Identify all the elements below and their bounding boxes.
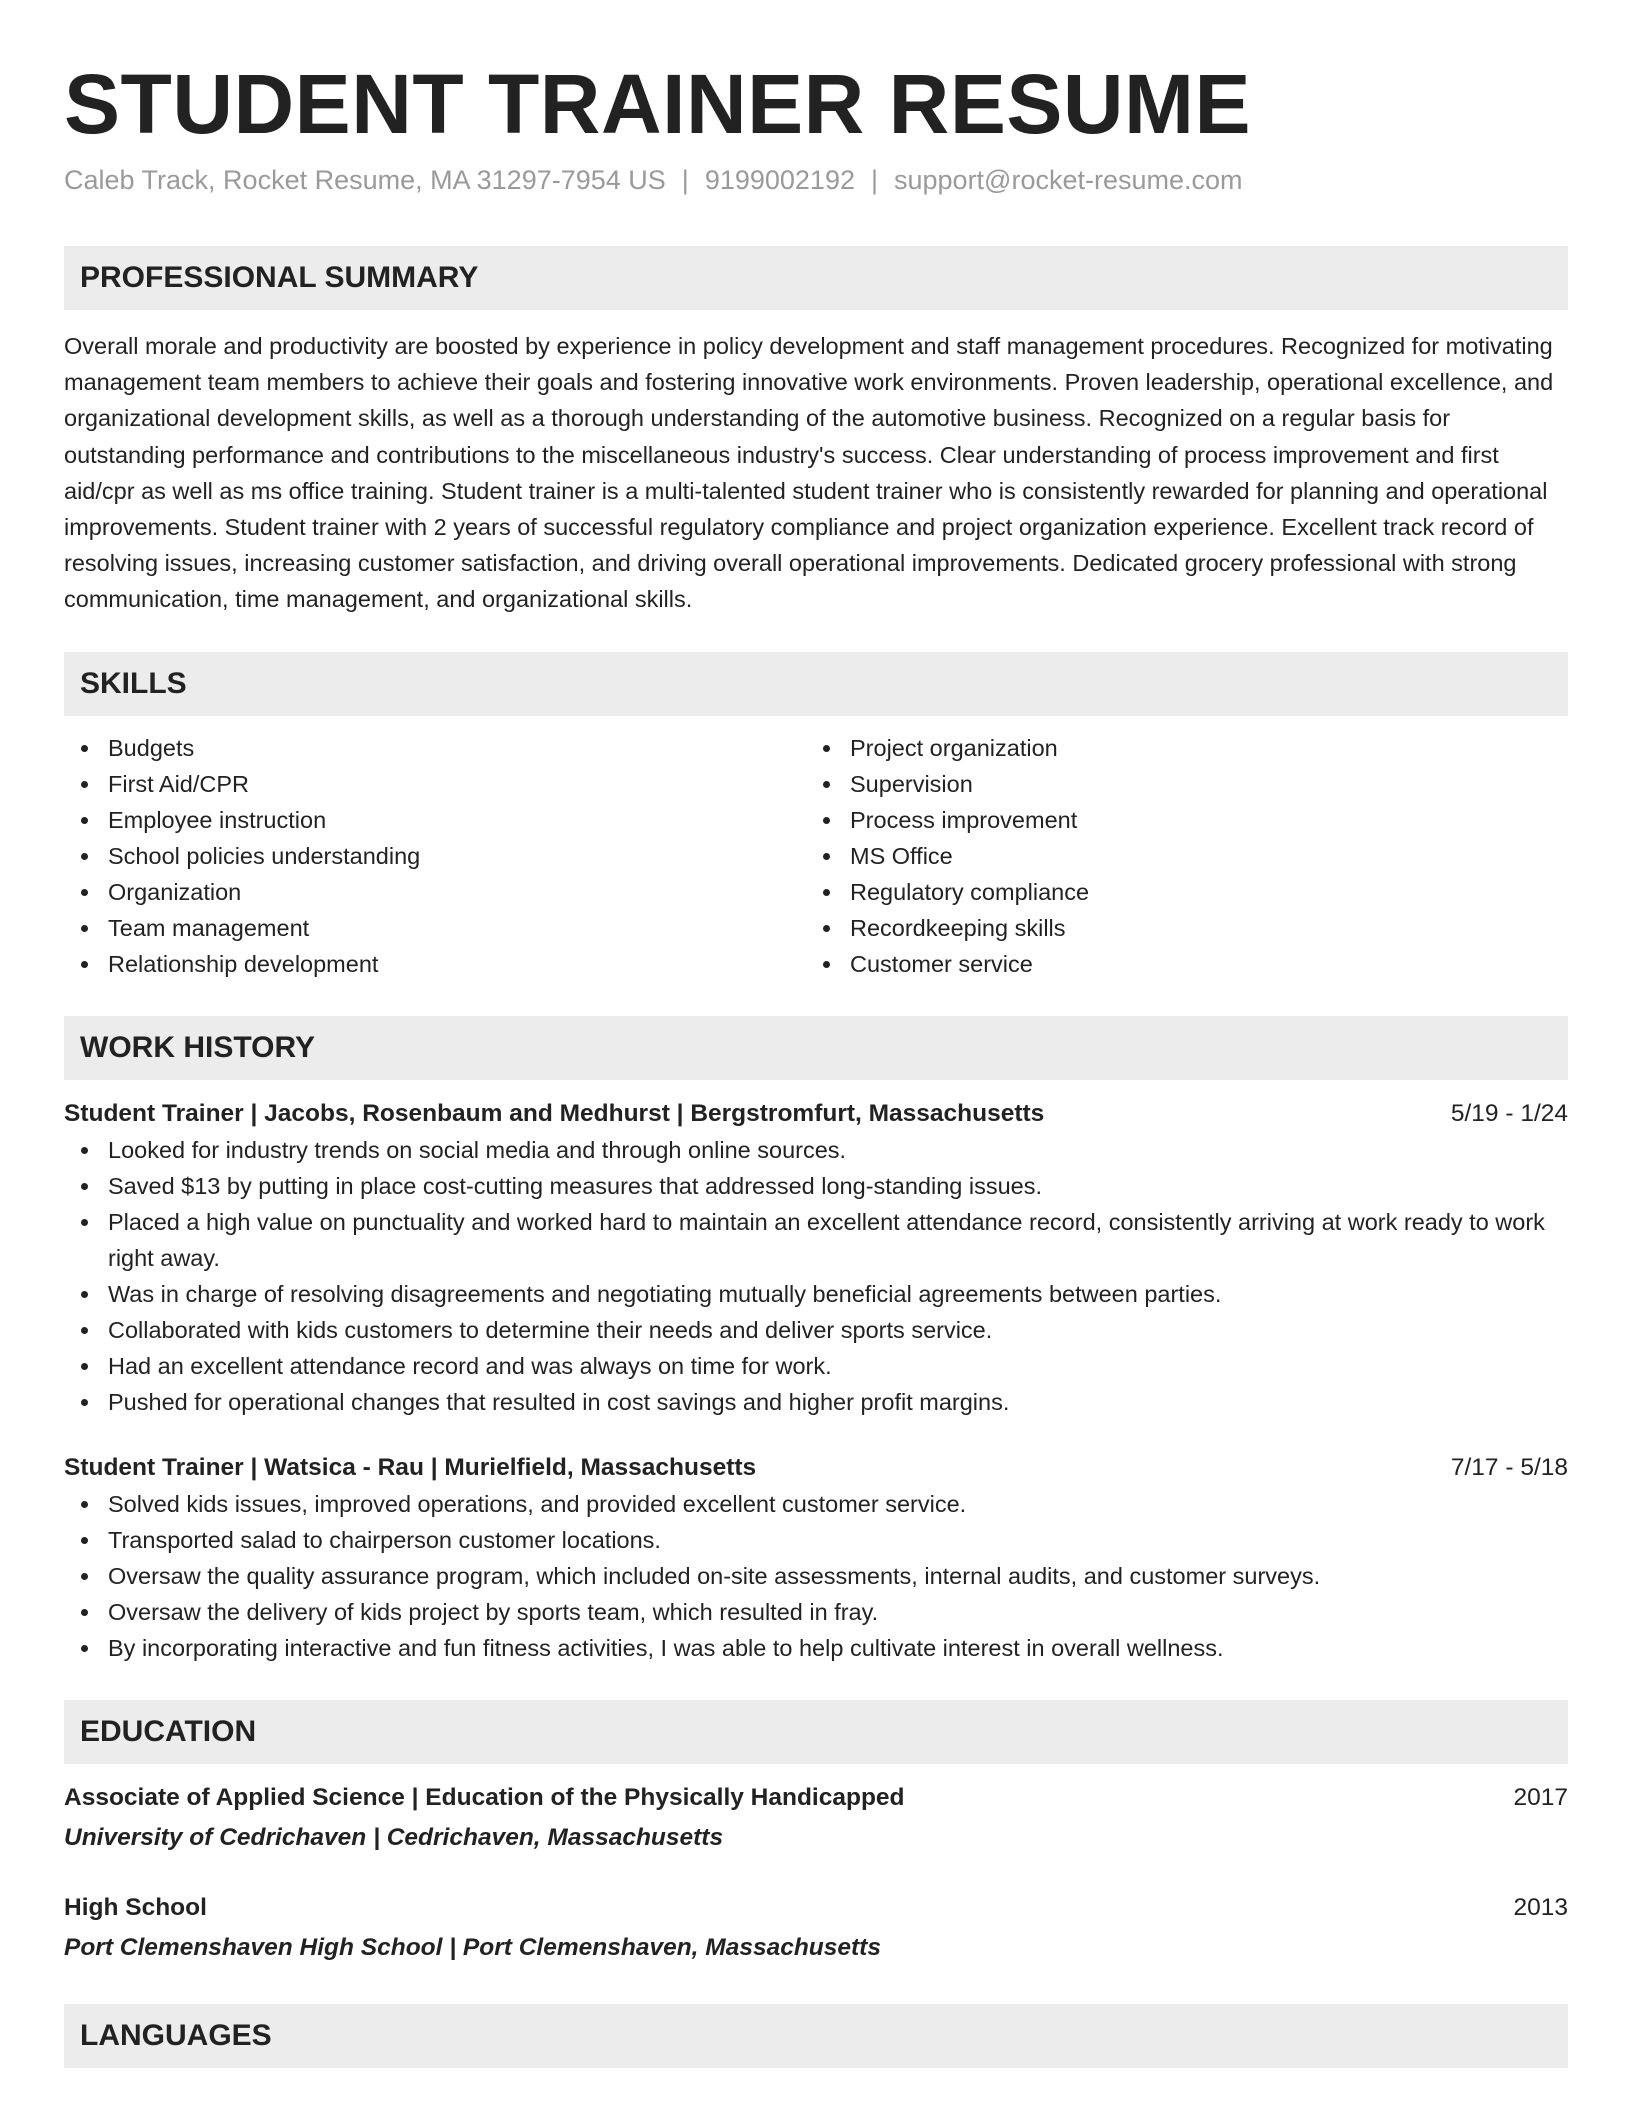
resume-page [64,56,1568,2068]
skill-item: School policies understanding [64,838,806,874]
skill-item: Process improvement [806,802,1548,838]
job-bullet: Oversaw the delivery of kids project by sports team, which resulted in fray. [64,1594,1568,1630]
job-bullet: Looked for industry trends on social media and through online sources. [64,1132,1568,1168]
job-bullet: Oversaw the quality assurance program, which included on-site assessments, internal audits, and customer surveys. [64,1558,1568,1594]
education-year: 2013 [1513,1893,1568,1921]
job-title: Student Trainer | Jacobs, Rosenbaum and Medhurst | Bergstromfurt, Massachusetts [64,1099,1045,1127]
section-heading-work-history: WORK HISTORY [64,1016,1568,1080]
job-bullet: Pushed for operational changes that resulted in cost savings and higher profit margins. [64,1384,1568,1420]
job-bullet: Saved $13 by putting in place cost-cutting measures that addressed long-standing issues. [64,1168,1568,1204]
skill-item: Budgets [64,730,806,766]
skill-item: Organization [64,874,806,910]
education-school: University of Cedrichaven | Cedrichaven, Massachusetts [64,1823,724,1851]
resume-title: STUDENT TRAINER RESUME [64,57,1252,151]
skills-left-column [64,730,806,982]
skill-item: Employee instruction [64,802,806,838]
skill-item: Recordkeeping skills [806,910,1548,946]
contact-separator: | [870,165,878,195]
skill-item: Relationship development [64,946,806,982]
education-header [64,1890,1568,1926]
contact-phone: 9199002192 [704,165,855,195]
education-year: 2017 [1513,1783,1568,1811]
job-dates: 7/17 - 5/18 [1450,1453,1568,1481]
skills-grid [64,730,1568,982]
skill-item: Team management [64,910,806,946]
job-bullets [64,1132,1568,1420]
education-school: Port Clemenshaven High School | Port Clemenshaven, Massachusetts [64,1933,881,1961]
contact-address: Caleb Track, Rocket Resume, MA 31297-7954 US [64,165,666,195]
section-heading-languages: LANGUAGES [64,2004,1568,2068]
job-bullet: Collaborated with kids customers to determine their needs and deliver sports service. [64,1312,1568,1348]
section-heading-skills: SKILLS [64,652,1568,716]
contact-separator: | [681,165,689,195]
education-header [64,1780,1568,1816]
contact-email: support@rocket-resume.com [894,165,1243,195]
education-degree: Associate of Applied Science | Education of the Physically Handicapped [64,1783,905,1811]
skill-item: Supervision [806,766,1548,802]
section-heading-summary: PROFESSIONAL SUMMARY [64,246,1568,310]
job-header [64,1450,1568,1486]
job-dates: 5/19 - 1/24 [1450,1099,1568,1127]
job-title: Student Trainer | Watsica - Rau | Murielfield, Massachusetts [64,1453,757,1481]
job-bullet: Placed a high value on punctuality and worked hard to maintain an excellent attendance record, consistently arriving at work ready to work right away. [64,1204,1568,1276]
job-header [64,1096,1568,1132]
skill-item: Customer service [806,946,1548,982]
job-bullet: Was in charge of resolving disagreements and negotiating mutually beneficial agreements between parties. [64,1276,1568,1312]
skill-item: Project organization [806,730,1548,766]
skill-item: First Aid/CPR [64,766,806,802]
summary-text: Overall morale and productivity are boosted by experience in policy development and staff management procedures. Recognized for motivating management team members to achieve their goals and fostering innovative work environments. Proven leadership, operational excellence, and organizational development skills, as well as a thorough understanding of the automotive business. Recognized on a regular basis for outstanding performance and contributions to the miscellaneous industry's success. Clear understanding of process improvement and first aid/cpr as well as ms office training. Student trainer is a multi-talented student trainer who is consistently rewarded for planning and operational improvements. Student trainer with 2 years of successful regulatory compliance and project organization experience. Excellent track record of resolving issues, increasing customer satisfaction, and driving overall operational improvements. Dedicated grocery professional with strong communication, time management, and organizational skills. [64,333,1554,613]
job-bullet: Solved kids issues, improved operations, and provided excellent customer service. [64,1486,1568,1522]
skill-item: Regulatory compliance [806,874,1548,910]
job-bullet: By incorporating interactive and fun fitness activities, I was able to help cultivate interest in overall wellness. [64,1630,1568,1666]
section-heading-education: EDUCATION [64,1700,1568,1764]
job-bullet: Had an excellent attendance record and was always on time for work. [64,1348,1568,1384]
education-degree: High School [64,1893,207,1921]
job-bullet: Transported salad to chairperson customer locations. [64,1522,1568,1558]
job-bullets [64,1486,1568,1666]
skill-item: MS Office [806,838,1548,874]
contact-line [64,162,1568,198]
skills-right-column [806,730,1548,982]
